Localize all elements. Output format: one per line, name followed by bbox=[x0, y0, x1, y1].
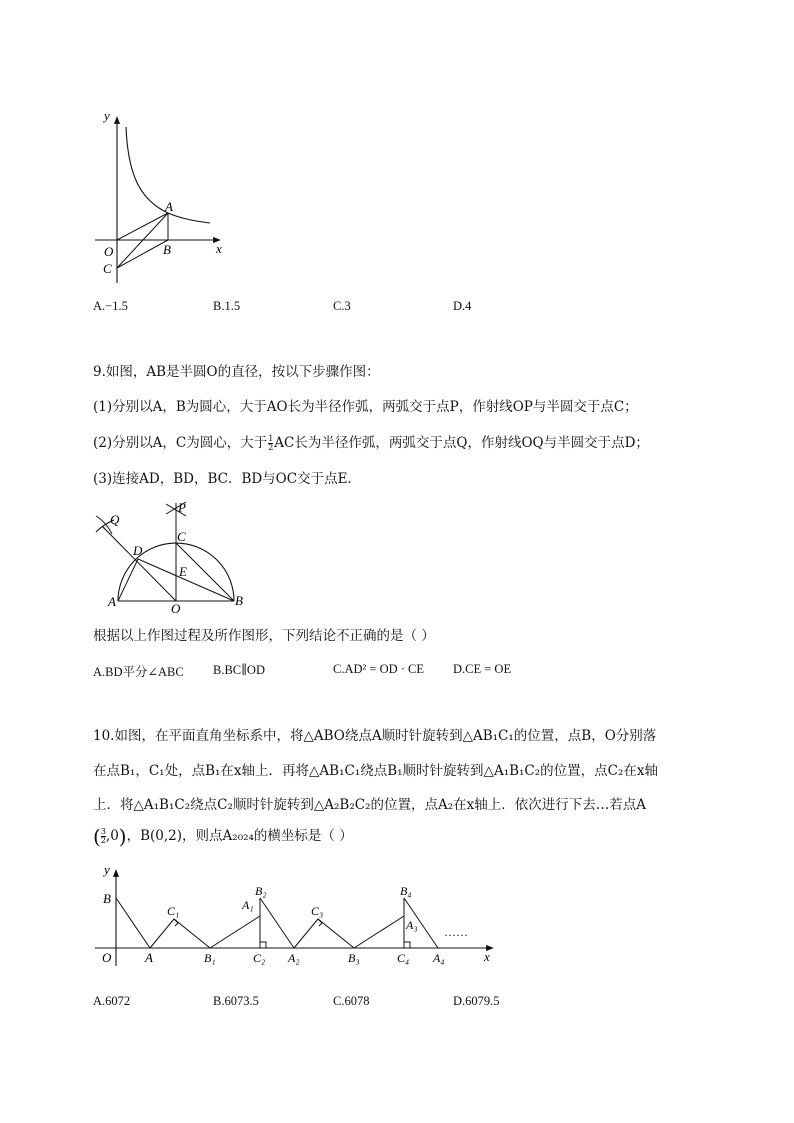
q10-label-a: A bbox=[145, 950, 153, 965]
q10-label-a1: A₁ bbox=[242, 898, 254, 912]
q10-figure bbox=[90, 862, 510, 972]
q9-label-b: B bbox=[235, 593, 243, 608]
q10-label-y: y bbox=[104, 862, 110, 877]
q10-line-3: 上．将△A₁B₁C₂绕点C₂顺时针旋转到△A₂B₂C₂的位置，点A₂在x轴上．依次进行下去…若点A bbox=[93, 797, 646, 813]
q8-label-x: x bbox=[216, 241, 222, 256]
q8-label-o: O bbox=[104, 244, 114, 259]
q8-option-c[interactable]: C.3 bbox=[333, 299, 351, 313]
q10-line-4-rest: ，B(0,2)，则点A₂₀₂₄的横坐标是（ ） bbox=[126, 828, 353, 844]
q10-frac-num: 3 bbox=[100, 827, 106, 836]
q9-option-a[interactable]: A.BD平分∠ABC bbox=[93, 665, 184, 679]
q9-option-b[interactable]: B.BC∥OD bbox=[213, 663, 265, 677]
q9-frac-num: 1 bbox=[268, 434, 274, 443]
q10-label-b4: B₄ bbox=[400, 884, 412, 898]
q8-label-b: B bbox=[163, 242, 171, 257]
q9-label-d: D bbox=[133, 543, 143, 558]
q8-label-a: A bbox=[165, 199, 173, 214]
q10-label-b1: B₁ bbox=[204, 951, 216, 965]
q10-label-b: B bbox=[103, 891, 111, 906]
q9-label-c: C bbox=[177, 529, 186, 544]
q9-label-p: P bbox=[178, 500, 186, 515]
q10-label-o: O bbox=[102, 950, 112, 965]
q9-figure bbox=[90, 498, 250, 616]
q8-option-a[interactable]: A.−1.5 bbox=[93, 299, 128, 313]
q10-label-c3: C₃ bbox=[311, 904, 324, 918]
q8-option-b[interactable]: B.1.5 bbox=[213, 299, 241, 313]
q10-label-a2: A₂ bbox=[288, 951, 300, 965]
q10-option-a[interactable]: A.6072 bbox=[93, 994, 131, 1008]
q8-label-c: C bbox=[103, 261, 112, 276]
q10-ellipsis: …… bbox=[444, 925, 468, 939]
q8-option-d[interactable]: D.4 bbox=[453, 299, 472, 313]
q10-option-d[interactable]: D.6079.5 bbox=[453, 994, 500, 1008]
q9-step-1: (1)分别以A，B为圆心，大于AO长为半径作弧，两弧交于点P，作射线OP与半圆交于点C； bbox=[93, 399, 638, 415]
q9-step-2 bbox=[93, 433, 649, 453]
q10-line-4-coord: ,0 bbox=[105, 828, 119, 844]
q9-stem: 9.如图，AB是半圆O的直径，按以下步骤作图： bbox=[93, 364, 380, 380]
q10-label-a3: A₃ bbox=[406, 918, 418, 932]
q10-label-a4: A₄ bbox=[433, 951, 445, 965]
q10-line-4: ( $\frac{3}{2}$ ,0)，B(0,2)，则点A₂₀₂₄的横坐标是（ ） bbox=[93, 824, 353, 849]
q10-label-b2: B₂ bbox=[255, 884, 267, 898]
q10-label-c1: C₁ bbox=[167, 904, 180, 918]
q8-figure bbox=[90, 105, 240, 290]
q9-option-d[interactable]: D.CE = OE bbox=[453, 662, 512, 676]
q8-label-y: y bbox=[104, 108, 110, 123]
q10-label-c4: C₄ bbox=[397, 951, 410, 965]
q10-option-c[interactable]: C.6078 bbox=[333, 994, 370, 1008]
q9-step-2-part-b: AC长为半径作弧，两弧交于点Q，作射线OQ与半圆交于点D； bbox=[274, 435, 649, 451]
q9-option-c[interactable]: C.AD² = OD · CE bbox=[333, 662, 425, 676]
q10-line-2: 在点B₁，C₁处，点B₁在x轴上．再将△AB₁C₁绕点B₁顺时针旋转到△A₁B₁C₂的位置，点C₂在x轴 bbox=[93, 763, 659, 779]
q9-label-q: Q bbox=[110, 512, 120, 527]
q10-frac-den: 2 bbox=[100, 836, 106, 845]
q10-label-c2: C₂ bbox=[253, 951, 266, 965]
q9-label-e: E bbox=[179, 564, 187, 579]
q9-step-3: (3)连接AD，BD，BC．BD与OC交于点E． bbox=[93, 471, 361, 487]
q9-question: 根据以上作图过程及所作图形，下列结论不正确的是（ ） bbox=[93, 628, 435, 644]
q10-line-1: 10.如图，在平面直角坐标系中，将△ABO绕点A顺时针旋转到△AB₁C₁的位置，点B，O分别落 bbox=[93, 728, 657, 744]
q9-label-a: A bbox=[108, 594, 116, 609]
q9-step-2-part-a: (2)分别以A，C为圆心，大于 bbox=[93, 435, 268, 451]
q10-label-b3: B₃ bbox=[348, 951, 360, 965]
q10-option-b[interactable]: B.6073.5 bbox=[213, 994, 259, 1008]
q10-label-x: x bbox=[484, 949, 490, 964]
q9-frac-den: 2 bbox=[268, 443, 274, 452]
q9-label-o: O bbox=[171, 601, 181, 616]
